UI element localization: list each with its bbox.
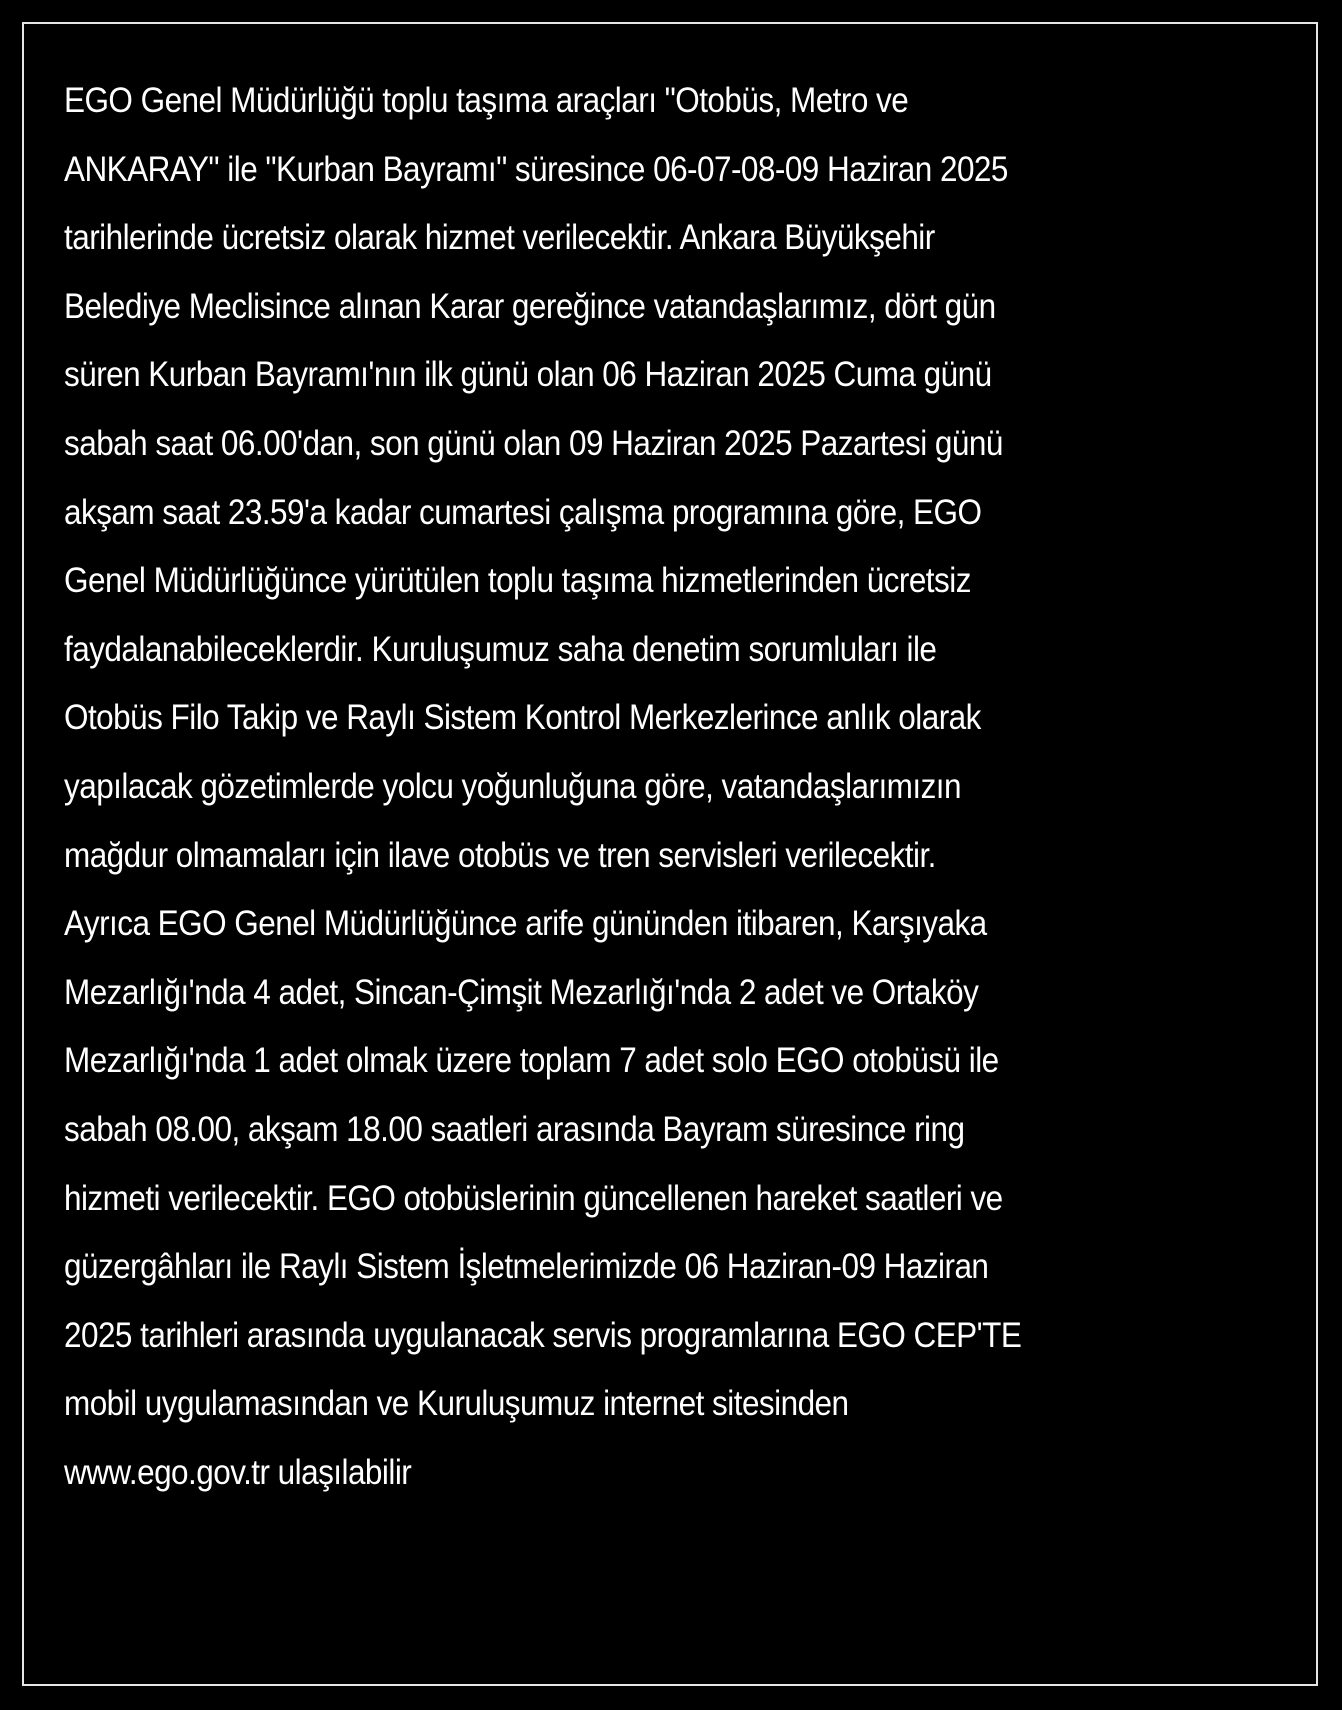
announcement-text — [64, 67, 1171, 1507]
announcement-line: EGO Genel Müdürlüğü toplu taşıma araçları "Otobüs, Metro ve — [64, 81, 909, 120]
announcement-line: Mezarlığı'nda 4 adet, Sincan-Çimşit Mezarlığı'nda 2 adet ve Ortaköy — [64, 972, 979, 1012]
announcement-line: sabah 08.00, akşam 18.00 saatleri arasında Bayram süresince ring — [64, 1109, 965, 1149]
announcement-line: güzergâhları ile Raylı Sistem İşletmelerimizde 06 Haziran-09 Haziran — [64, 1247, 989, 1287]
announcement-line: sabah saat 06.00'dan, son günü olan 09 Haziran 2025 Pazartesi günü — [64, 423, 1003, 463]
announcement-line: Belediye Meclisince alınan Karar gereğince vatandaşlarımız, dört gün — [64, 286, 996, 326]
announcement-line: hizmeti verilecektir. EGO otobüslerinin güncellenen hareket saatleri ve — [64, 1178, 1003, 1218]
announcement-line: Mezarlığı'nda 1 adet olmak üzere toplam 7 adet solo EGO otobüsü ile — [64, 1041, 999, 1081]
announcement-line: Ayrıca EGO Genel Müdürlüğünce arife gününden itibaren, Karşıyaka — [64, 904, 987, 944]
announcement-frame — [22, 22, 1318, 1686]
announcement-line: Genel Müdürlüğünce yürütülen toplu taşıma hizmetlerinden ücretsiz — [64, 561, 971, 601]
announcement-line: faydalanabileceklerdir. Kuruluşumuz saha denetim sorumluları ile — [64, 629, 937, 669]
announcement-line: ANKARAY" ile "Kurban Bayramı" süresince 06-07-08-09 Haziran 2025 — [64, 149, 1008, 189]
website-address: www.ego.gov.tr ulaşılabilir — [64, 1452, 412, 1492]
announcement-line: 2025 tarihleri arasında uygulanacak servis programlarına EGO CEP'TE — [64, 1315, 1022, 1355]
announcement-line: akşam saat 23.59'a kadar cumartesi çalışma programına göre, EGO — [64, 492, 982, 532]
announcement-line: süren Kurban Bayramı'nın ilk günü olan 06 Haziran 2025 Cuma günü — [64, 355, 992, 395]
announcement-line: yapılacak gözetimlerde yolcu yoğunluğuna göre, vatandaşlarımızın — [64, 766, 961, 806]
announcement-line: mobil uygulamasından ve Kuruluşumuz internet sitesinden — [64, 1384, 849, 1424]
announcement-line: Otobüs Filo Takip ve Raylı Sistem Kontrol Merkezlerince anlık olarak — [64, 698, 981, 738]
announcement-line: tarihlerinde ücretsiz olarak hizmet verilecektir. Ankara Büyükşehir — [64, 218, 935, 258]
announcement-line: mağdur olmamaları için ilave otobüs ve tren servisleri verilecektir. — [64, 835, 936, 875]
